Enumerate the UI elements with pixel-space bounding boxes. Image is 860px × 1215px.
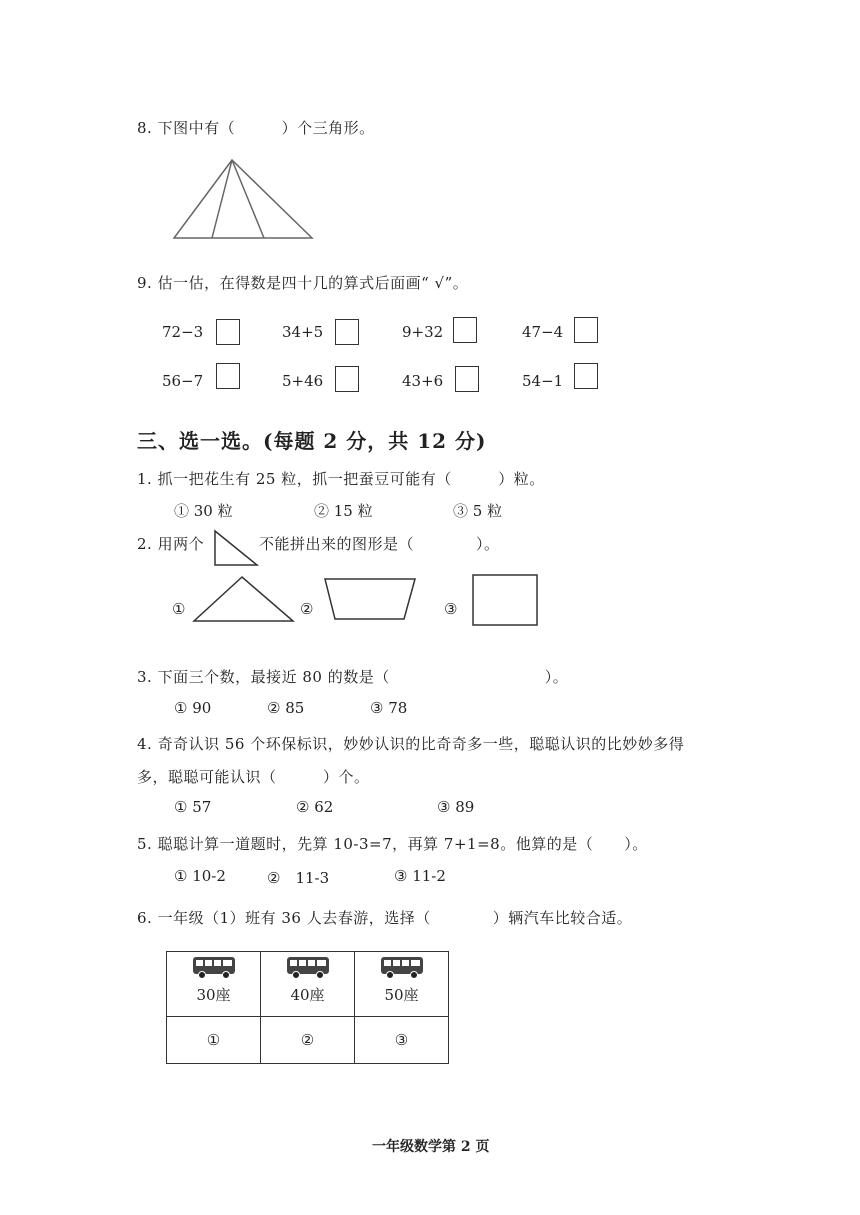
s2-text-post: 不能拼出来的图形是（ ）。: [259, 535, 500, 553]
expr-9+32: 9+32: [402, 323, 444, 341]
s5-option-2[interactable]: ② 11-3: [267, 869, 330, 887]
s2-text-pre: 2. 用两个: [137, 535, 205, 553]
expr-5+46: 5+46: [282, 372, 324, 390]
s2-label-3[interactable]: ③: [444, 600, 458, 618]
s1-option-2[interactable]: ② 15 粒: [314, 502, 373, 520]
s4-line1: 4. 奇奇认识 56 个环保标识，妙妙认识的比奇奇多一些，聪聪认识的比妙妙多得: [137, 735, 685, 753]
bus-cell-50: [355, 952, 449, 1017]
answer-box[interactable]: [216, 363, 240, 389]
s4-option-3[interactable]: ③ 89: [437, 798, 475, 816]
bus-icon: [191, 954, 237, 980]
answer-box[interactable]: [453, 317, 477, 343]
seat-label: 50座: [384, 986, 419, 1004]
s1-option-1[interactable]: ① 30 粒: [174, 502, 233, 520]
s1-text: 1. 抓一把花生有 25 粒，抓一把蚕豆可能有（ ）粒。: [137, 470, 545, 488]
shape-trapezoid: [323, 576, 417, 622]
q8-text: 8. 下图中有（ ）个三角形。: [137, 119, 375, 137]
triangle-figure: [172, 158, 314, 240]
seat-label: 40座: [290, 986, 325, 1004]
expr-54-1: 54−1: [522, 372, 564, 390]
answer-box[interactable]: [455, 366, 479, 392]
answer-box[interactable]: [335, 319, 359, 345]
s4-line2: 多，聪聪可能认识（ ）个。: [137, 768, 370, 786]
seat-label: 30座: [196, 986, 231, 1004]
s4-option-2[interactable]: ② 62: [296, 798, 334, 816]
expr-47-4: 47−4: [522, 323, 564, 341]
s6-option-1[interactable]: ①: [167, 1017, 261, 1064]
s6-text: 6. 一年级（1）班有 36 人去春游，选择（ ）辆汽车比较合适。: [137, 909, 633, 927]
expr-43+6: 43+6: [402, 372, 444, 390]
answer-box[interactable]: [574, 317, 598, 343]
s1-option-3[interactable]: ③ 5 粒: [453, 502, 503, 520]
answer-box[interactable]: [335, 366, 359, 392]
s2-label-1[interactable]: ①: [172, 600, 186, 618]
s2-label-2[interactable]: ②: [300, 600, 314, 618]
s6-option-2[interactable]: ②: [261, 1017, 355, 1064]
answer-box[interactable]: [574, 363, 598, 389]
expr-34+5: 34+5: [282, 323, 324, 341]
s5-option-3[interactable]: ③ 11-2: [394, 867, 446, 885]
expr-56-7: 56−7: [162, 372, 204, 390]
shape-rectangle: [471, 573, 539, 627]
s5-option-1[interactable]: ① 10-2: [174, 867, 226, 885]
s5-text: 5. 聪聪计算一道题时，先算 10-3=7，再算 7+1=8。他算的是（ ）。: [137, 835, 648, 853]
s3-option-1[interactable]: ① 90: [174, 699, 212, 717]
bus-icon: [285, 954, 331, 980]
s4-option-1[interactable]: ① 57: [174, 798, 212, 816]
s6-option-3[interactable]: ③: [355, 1017, 449, 1064]
bus-cell-30: [167, 952, 261, 1017]
right-triangle-icon: [212, 528, 260, 568]
expr-72-3: 72−3: [162, 323, 204, 341]
s3-text: 3. 下面三个数，最接近 80 的数是（ ）。: [137, 668, 569, 686]
bus-cell-40: [261, 952, 355, 1017]
shape-triangle: [192, 574, 296, 624]
s3-option-3[interactable]: ③ 78: [370, 699, 408, 717]
bus-icon: [379, 954, 425, 980]
s3-option-2[interactable]: ② 85: [267, 699, 305, 717]
answer-box[interactable]: [216, 319, 240, 345]
bus-table: [166, 951, 449, 1064]
q9-text: 9. 估一估，在得数是四十几的算式后面画“ √”。: [137, 274, 469, 292]
page-footer: 一年级数学第 2 页: [372, 1139, 490, 1155]
section-title: 三、选一选。(每题 2 分，共 12 分): [137, 429, 487, 453]
